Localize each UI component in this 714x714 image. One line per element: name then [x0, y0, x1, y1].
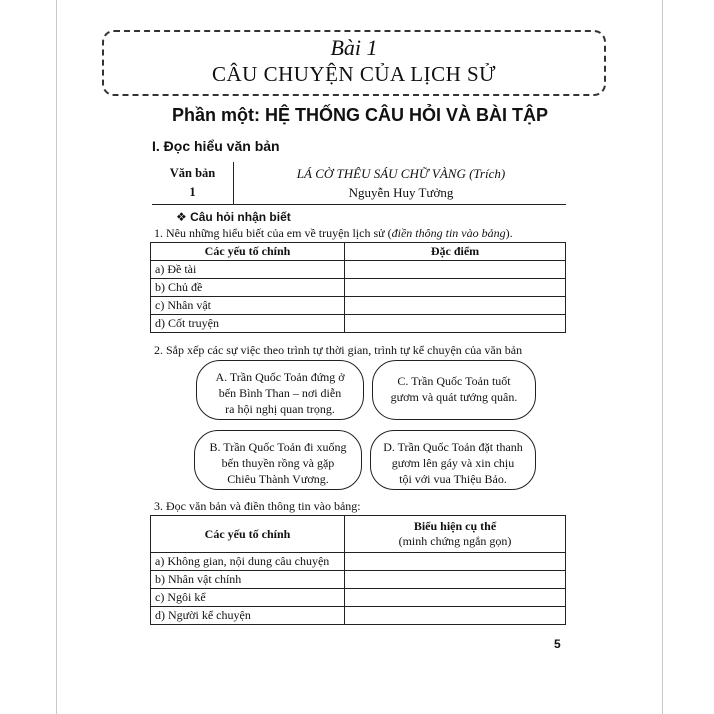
page-number: 5	[554, 637, 561, 651]
table-cell: c) Ngôi kể	[151, 589, 345, 607]
table-1-header-col2: Đặc điểm	[345, 243, 566, 261]
table-row	[151, 315, 566, 333]
table-row	[151, 553, 566, 571]
text-author: Nguyễn Huy Tưởng	[348, 185, 454, 200]
answer-cell[interactable]	[345, 261, 566, 279]
section-title: I. Đọc hiểu văn bản	[152, 138, 280, 154]
answer-cell[interactable]	[345, 571, 566, 589]
answer-cell[interactable]	[345, 607, 566, 625]
table-cell: b) Nhân vật chính	[151, 571, 345, 589]
event-a-line: ra hội nghị quan trọng.	[225, 402, 335, 416]
table-3-header-col1: Các yếu tố chính	[151, 516, 345, 553]
table-3-header-col2-title: Biểu hiện cụ thể	[413, 519, 497, 533]
table-cell: d) Người kể chuyện	[151, 607, 345, 625]
question-1-end: ).	[505, 226, 513, 240]
table-3-header-col2	[345, 516, 566, 553]
table-1-header-col1: Các yếu tố chính	[151, 243, 345, 261]
table-cell: c) Nhân vật	[151, 297, 345, 315]
answer-cell[interactable]	[345, 553, 566, 571]
subsection-title: ❖ Câu hỏi nhận biết	[176, 210, 291, 224]
table-row	[151, 571, 566, 589]
lesson-title: CÂU CHUYỆN CỦA LỊCH SỬ	[212, 62, 496, 86]
event-b	[194, 430, 362, 490]
question-2: 2. Sắp xếp các sự việc theo trình tự thời gian, trình tự kể chuyện của văn bản	[154, 343, 523, 357]
text-label-line1: Văn bản	[169, 166, 216, 180]
table-3-header-col2-note: (minh chứng ngắn gọn)	[398, 534, 512, 548]
table-row	[151, 607, 566, 625]
question-3: 3. Đọc văn bản và điền thông tin vào bảng:	[154, 499, 361, 513]
table-row	[151, 261, 566, 279]
event-a-line: A. Trần Quốc Toản đứng ở	[215, 370, 345, 384]
event-c	[372, 360, 536, 420]
question-1-text: 1. Nêu những hiểu biết của em về truyện lịch sử (	[154, 226, 392, 240]
table-row	[151, 279, 566, 297]
lesson-title-box	[102, 30, 606, 96]
event-c-line: C. Trần Quốc Toản tuốt	[397, 374, 511, 388]
question-1	[154, 226, 513, 241]
part-title: Phần một: HỆ THỐNG CÂU HỎI VÀ BÀI TẬP	[172, 105, 549, 125]
text-info	[236, 164, 566, 202]
event-c-line: gươm và quát tướng quân.	[390, 390, 518, 404]
event-b-line: bến thuyền rồng và gặp	[221, 456, 335, 470]
table-cell: a) Đề tài	[151, 261, 345, 279]
answer-cell[interactable]	[345, 279, 566, 297]
text-title: LÁ CỜ THÊU SÁU CHỮ VÀNG	[296, 166, 466, 181]
event-a-line: bến Bình Than – nơi diễn	[218, 386, 342, 400]
table-cell: a) Không gian, nội dung câu chuyện	[151, 553, 345, 571]
event-a	[196, 360, 364, 420]
table-cell: b) Chủ đề	[151, 279, 345, 297]
table-row	[151, 297, 566, 315]
event-d	[370, 430, 536, 490]
text-note: (Trích)	[469, 166, 506, 181]
text-label	[152, 162, 234, 204]
answer-cell[interactable]	[345, 297, 566, 315]
event-d-line: tội với vua Thiệu Bảo.	[399, 472, 507, 486]
question-1-hint: điền thông tin vào bảng	[391, 226, 506, 240]
table-row	[151, 589, 566, 607]
answer-cell[interactable]	[345, 315, 566, 333]
table-3	[150, 515, 566, 625]
text-label-line2: 1	[189, 185, 196, 199]
table-1	[150, 242, 566, 333]
event-d-line: D. Trần Quốc Toản đặt thanh	[383, 440, 523, 454]
event-b-line: Chiêu Thành Vương.	[227, 472, 329, 486]
text-header	[152, 162, 566, 205]
event-d-line: gươm lên gáy và xin chịu	[391, 456, 515, 470]
lesson-number: Bài 1	[330, 35, 378, 60]
event-b-line: B. Trần Quốc Toản đi xuống	[209, 440, 347, 454]
table-cell: d) Cốt truyện	[151, 315, 345, 333]
answer-cell[interactable]	[345, 589, 566, 607]
